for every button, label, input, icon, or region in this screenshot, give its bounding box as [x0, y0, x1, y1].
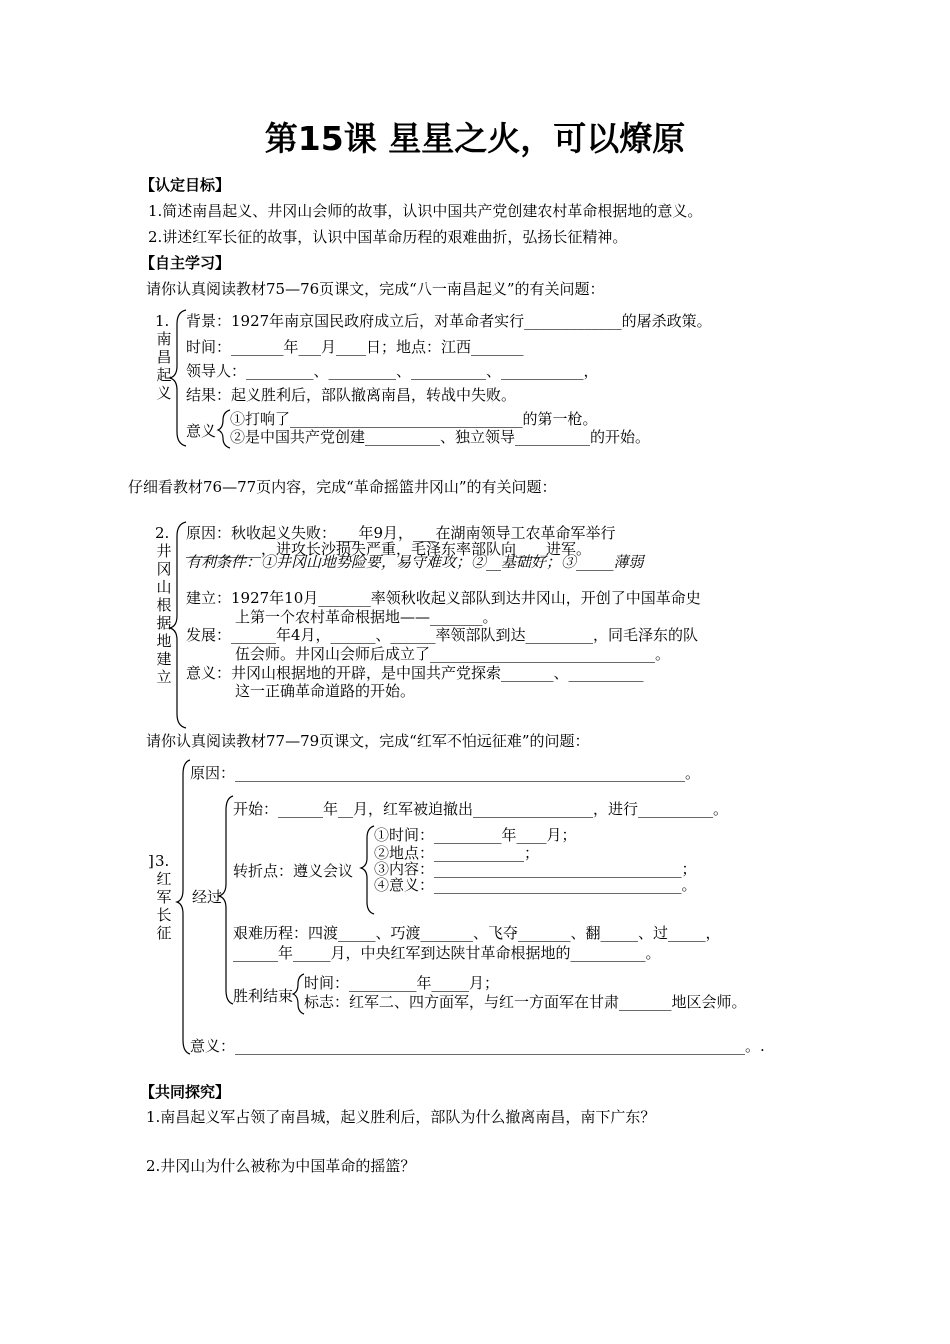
- jinggang-meaning-cont: 这一正确革命道路的开始。: [235, 682, 416, 700]
- goal-item: 2.讲述红军长征的故事，认识中国革命历程的艰难曲折，弘扬长征精神。: [148, 228, 628, 246]
- goal-item: 1.简述南昌起义、井冈山会师的故事，认识中国共产党创建农村革命根据地的意义。: [148, 202, 703, 220]
- longmarch-hardship: 艰难历程：四渡_____、巧渡_______、飞夺_______、翻_____、过_____，: [233, 924, 721, 942]
- section-number: 1.: [155, 312, 170, 330]
- nanchang-meaning-1: ①打响了_______________________________的第一枪。: [230, 410, 598, 428]
- longmarch-meaning: 意义：____________________________________________________________________。.: [190, 1037, 765, 1055]
- page-title: 第15课 星星之火，可以燎原: [264, 119, 686, 158]
- nanchang-meaning-2: ②是中国共产党创建__________、独立领导__________的开始。: [230, 428, 651, 446]
- jinggang-cause: 原因：秋收起义失败：___年9月，___在湖南领导工农革命军举行: [186, 524, 616, 542]
- jinggang-develop-cont: 伍会师。井冈山会师后成立了______________________________。: [235, 645, 671, 663]
- jinggang-favorable: 有利条件：①井冈山地势险要，易守难攻；②__基础好；③_____薄弱: [186, 553, 644, 571]
- nanchang-leaders: 领导人：_________、_________、__________、___________，: [186, 362, 599, 380]
- victory-sign: 标志：红军二、四方面军，与红一方面军在甘肃_______地区会师。: [304, 993, 747, 1011]
- jinggang-meaning: 意义：井冈山根据地的开辟，是中国共产党探索_______、__________: [186, 664, 644, 682]
- question-item: 2.井冈山为什么被称为中国革命的摇篮？: [146, 1157, 416, 1175]
- turning-place: ②地点：____________；: [374, 844, 540, 862]
- nanchang-result: 结果：起义胜利后，部队撤离南昌，转战中失败。: [186, 386, 517, 404]
- nanchang-background: 背景：1927年南京国民政府成立后，对革命者实行_____________的屠杀政策。: [186, 312, 712, 330]
- turning-meaning: ④意义：_________________________________。: [374, 876, 697, 894]
- vertical-label-longmarch: 红 军 长 征: [156, 870, 172, 942]
- longmarch-start: 开始：______年__月，红军被迫撤出________________，进行__________。: [233, 800, 729, 818]
- longmarch-turning-label: 转折点：遵义会议: [233, 862, 354, 880]
- nanchang-time-place: 时间：_______年___月____日；地点：江西_______: [186, 338, 524, 356]
- nanchang-meaning-label: 意义: [186, 422, 217, 440]
- section-heading-explore: 【共同探究】: [140, 1083, 231, 1101]
- instruction-nanchang: 请你认真阅读教材75—76页课文，完成“八一南昌起义”的有关问题：: [146, 280, 605, 298]
- section-number: 3.: [155, 852, 170, 870]
- jinggang-establish: 建立：1927年10月_______率领秋收起义部队到达井冈山，开创了中国革命史: [186, 589, 701, 607]
- longmarch-cause: 原因：____________________________________________________________。: [190, 764, 701, 782]
- turning-content: ③内容：_________________________________；: [374, 860, 697, 878]
- vertical-label-jinggang: 井 冈 山 根 据 地 建 立: [156, 542, 172, 686]
- section-number: 2.: [155, 524, 170, 542]
- instruction-longmarch: 请你认真阅读教材77—79页课文，完成“红军不怕远征难”的问题：: [146, 732, 590, 750]
- jinggang-cause-cont: __________，进攻长沙损失严重，毛泽东率部队向____进军。: [186, 540, 592, 558]
- victory-time: 时间：_________年_____月；: [304, 974, 500, 992]
- vertical-label-nanchang: 南 昌 起 义: [156, 330, 172, 402]
- jinggang-establish-cont: 上第一个农村革命根据地——_______。: [235, 608, 498, 626]
- bracket-mark: ]: [148, 852, 154, 870]
- longmarch-victory-label: 胜利结束: [233, 987, 294, 1005]
- longmarch-hardship-cont: ______年_____月，中央红军到达陕甘革命根据地的__________。: [233, 944, 661, 962]
- longmarch-process-label: 经过: [192, 888, 223, 906]
- turning-time: ①时间：_________年____月；: [374, 826, 577, 844]
- section-heading-self-study: 【自主学习】: [140, 254, 231, 272]
- jinggang-develop: 发展：______年4月，______、______率领部队到达_________，同毛泽东的队: [186, 626, 699, 644]
- section-heading-goals: 【认定目标】: [140, 176, 231, 194]
- question-item: 1.南昌起义军占领了南昌城，起义胜利后，部队为什么撤离南昌，南下广东？: [146, 1108, 656, 1126]
- instruction-jinggang: 仔细看教材76—77页内容，完成“革命摇篮井冈山”的有关问题：: [128, 478, 557, 496]
